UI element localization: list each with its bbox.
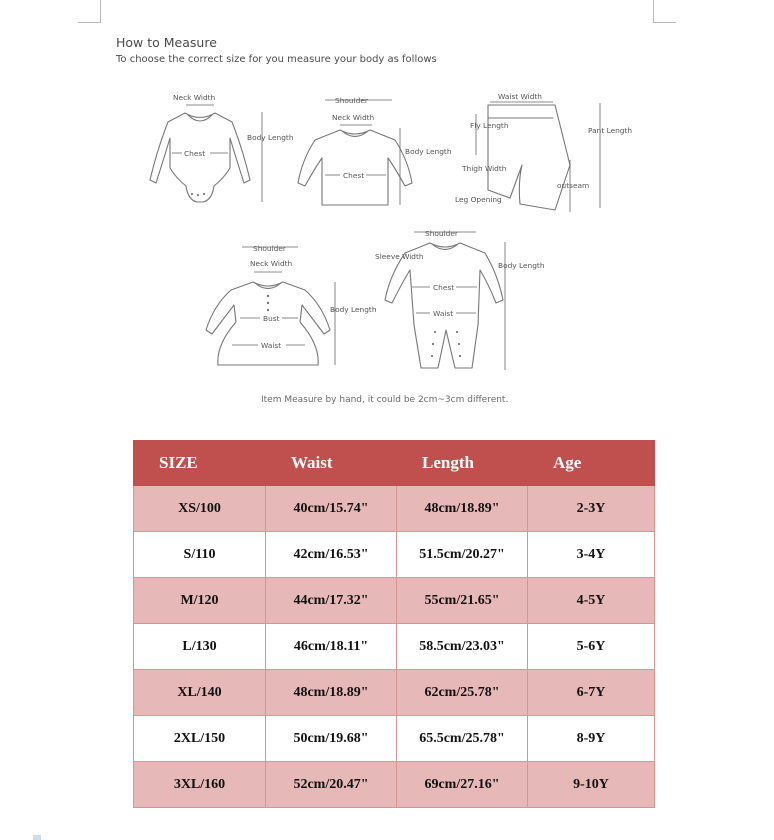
cell-size: XS/100 xyxy=(134,486,266,532)
pants-figure xyxy=(455,92,632,212)
measure-heading: How to Measure xyxy=(116,35,217,50)
cell-length: 65.5cm/25.78" xyxy=(397,716,528,762)
cell-size: 3XL/160 xyxy=(134,762,266,808)
cell-waist: 44cm/17.32" xyxy=(266,578,397,624)
cell-waist: 40cm/15.74" xyxy=(266,486,397,532)
label-pant-length: Pant Length xyxy=(588,126,633,135)
dress-figure xyxy=(206,244,377,365)
cell-age: 4-5Y xyxy=(528,578,655,624)
long-sleeve-top-figure xyxy=(298,96,452,205)
cell-waist: 42cm/16.53" xyxy=(266,532,397,578)
cell-length: 58.5cm/23.03" xyxy=(397,624,528,670)
label-sleeve-width: Sleeve Width xyxy=(375,252,424,261)
cell-age: 2-3Y xyxy=(528,486,655,532)
table-row xyxy=(134,486,655,532)
label-bust: Bust xyxy=(263,314,280,323)
cell-waist: 46cm/18.11" xyxy=(266,624,397,670)
label-chest-1: Chest xyxy=(184,149,206,158)
cell-age: 3-4Y xyxy=(528,532,655,578)
cell-waist: 50cm/19.68" xyxy=(266,716,397,762)
table-row xyxy=(134,716,655,762)
label-waist-4: Waist xyxy=(433,309,454,318)
cell-age: 8-9Y xyxy=(528,716,655,762)
cell-waist: 48cm/18.89" xyxy=(266,670,397,716)
label-waist-width: Waist Width xyxy=(498,92,542,101)
page-edge-mark xyxy=(33,835,41,840)
label-thigh-width: Thigh Width xyxy=(462,164,507,173)
label-body-length-3: Body Length xyxy=(330,305,377,314)
header-size: SIZE xyxy=(134,441,266,486)
cell-size: 2XL/150 xyxy=(134,716,266,762)
cell-length: 55cm/21.65" xyxy=(397,578,528,624)
cell-age: 6-7Y xyxy=(528,670,655,716)
bodysuit-figure xyxy=(150,93,294,202)
table-row xyxy=(134,762,655,808)
size-chart-table xyxy=(133,440,655,808)
cell-size: XL/140 xyxy=(134,670,266,716)
label-chest-4: Chest xyxy=(433,283,455,292)
label-fly-length: Fly Length xyxy=(470,121,509,130)
header-length: Length xyxy=(397,441,528,486)
table-row xyxy=(134,578,655,624)
measure-note: Item Measure by hand, it could be 2cm~3cm different. xyxy=(261,395,509,405)
cell-waist: 52cm/20.47" xyxy=(266,762,397,808)
label-leg-opening: Leg Opening xyxy=(455,195,502,204)
header-waist: Waist xyxy=(266,441,397,486)
cell-age: 5-6Y xyxy=(528,624,655,670)
cell-length: 69cm/27.16" xyxy=(397,762,528,808)
cell-length: 62cm/25.78" xyxy=(397,670,528,716)
header-age: Age xyxy=(528,441,655,486)
cell-size: M/120 xyxy=(134,578,266,624)
size-chart-header-row xyxy=(134,441,655,486)
label-shoulder-3: Shoulder xyxy=(253,244,286,253)
table-row xyxy=(134,624,655,670)
label-outseam: outseam xyxy=(557,181,590,190)
romper-figure xyxy=(375,229,545,370)
label-body-length-1: Body Length xyxy=(247,133,294,142)
label-waist-3: Waist xyxy=(261,341,282,350)
table-row xyxy=(134,532,655,578)
label-neck-width-1: Neck Width xyxy=(173,93,216,102)
table-row xyxy=(134,670,655,716)
cell-length: 51.5cm/20.27" xyxy=(397,532,528,578)
label-shoulder-4: Shoulder xyxy=(425,229,458,238)
label-neck-width-3: Neck Width xyxy=(250,259,293,268)
label-shoulder-2: Shoulder xyxy=(335,96,368,105)
cell-size: L/130 xyxy=(134,624,266,670)
measure-subheading: To choose the correct size for you measure your body as follows xyxy=(116,54,437,65)
label-body-length-2: Body Length xyxy=(405,147,452,156)
cell-age: 9-10Y xyxy=(528,762,655,808)
cell-length: 48cm/18.89" xyxy=(397,486,528,532)
label-neck-width-2: Neck Width xyxy=(332,113,375,122)
label-chest-2: Chest xyxy=(343,171,365,180)
cell-size: S/110 xyxy=(134,532,266,578)
label-body-length-4: Body Length xyxy=(498,261,545,270)
